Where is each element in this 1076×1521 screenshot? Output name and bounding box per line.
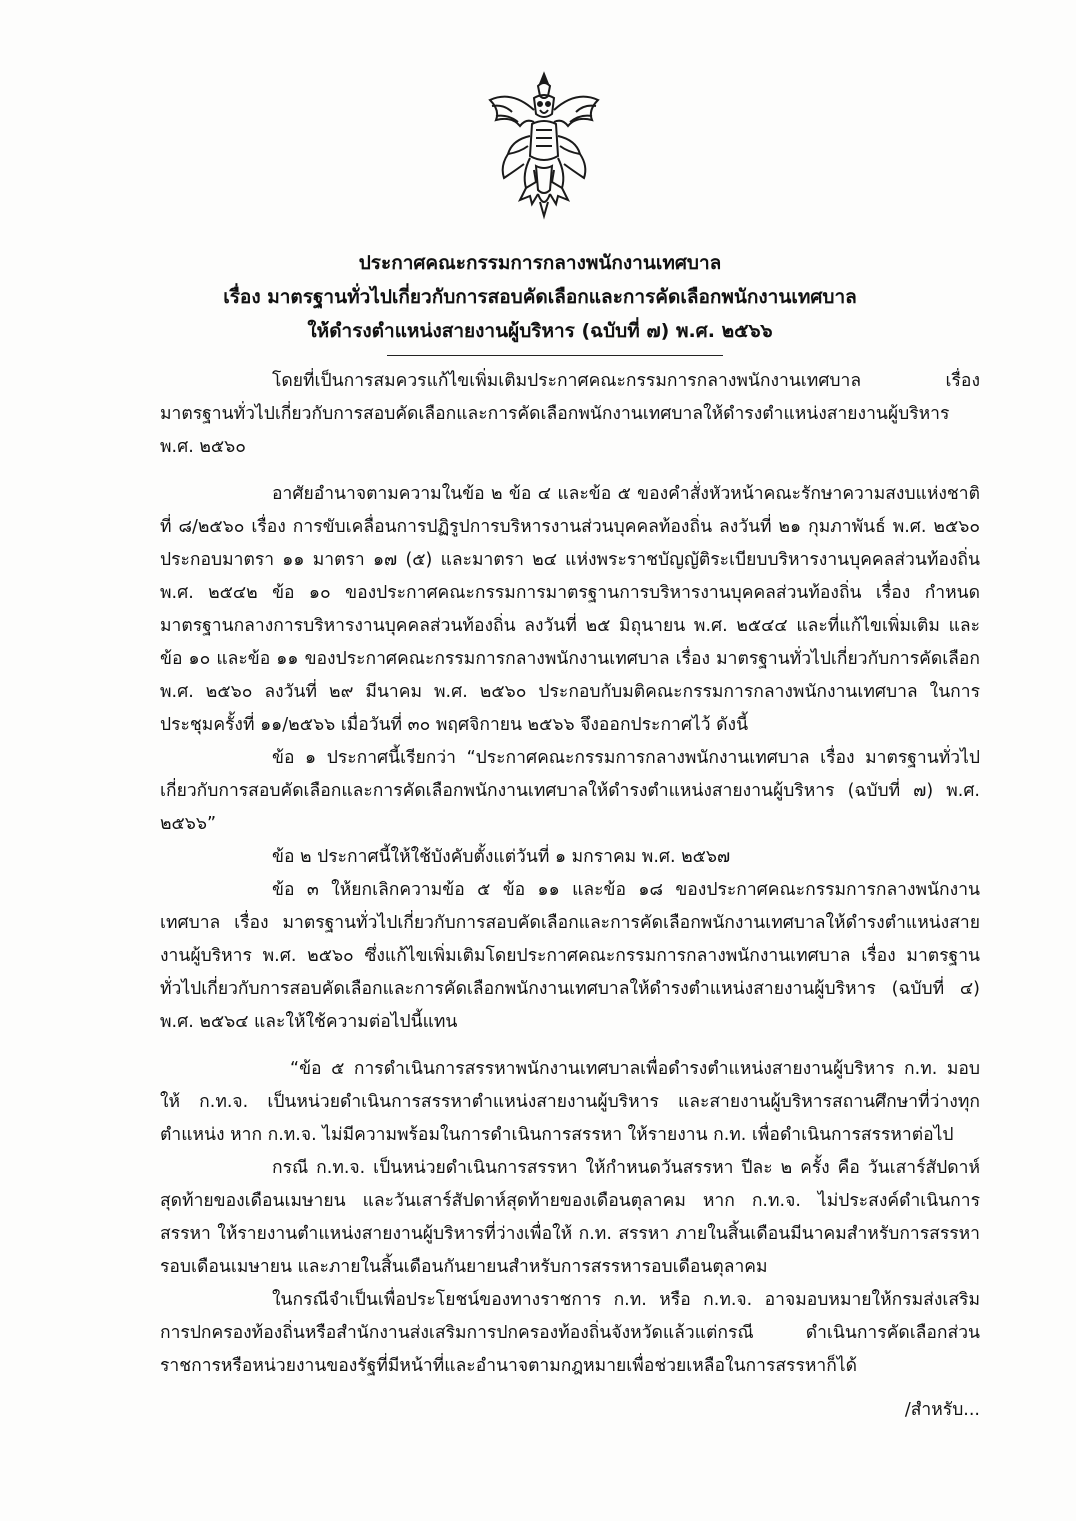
paragraph-clause-5-necessity: ในกรณีจำเป็นเพื่อประโยชน์ของทางราชการ ก.ท. หรือ ก.ท.จ. อาจมอบหมายให้กรมส่งเสริมการปกครองท้องถิ่นหรือสำนักงานส่งเสริมการปกครองท้องถิ่นจังหวัดแล้วแต่กรณี ดำเนินการคัดเลือกส่วนราชการหรือหน่วยงานของรัฐที่มีหน้าที่และอำนาจตามกฎหมายเพื่อช่วยเหลือในการสรรหาก็ได้	[160, 1290, 980, 1376]
document-header	[160, 246, 920, 348]
header-line-2: เรื่อง มาตรฐานทั่วไปเกี่ยวกับการสอบคัดเลือกและการคัดเลือกพนักงานเทศบาล	[223, 286, 857, 308]
paragraph-clause-3: ข้อ ๓ ให้ยกเลิกความข้อ ๕ ข้อ ๑๑ และข้อ ๑๘ ของประกาศคณะกรรมการกลางพนักงานเทศบาล เรื่อง มาตรฐานทั่วไปเกี่ยวกับการสอบคัดเลือกและการคัดเลือกพนักงานเทศบาลให้ดำรงตำแหน่งสายงานผู้บริหาร พ.ศ. ๒๕๖๐ ซึ่งแก้ไขเพิ่มเติมโดยประกาศคณะกรรมการกลางพนักงานเทศบาล เรื่อง มาตรฐานทั่วไปเกี่ยวกับการสอบคัดเลือกและการคัดเลือกพนักงานเทศบาลให้ดำรงตำแหน่งสายงานผู้บริหาร (ฉบับที่ ๔) พ.ศ. ๒๕๖๔ และให้ใช้ความต่อไปนี้แทน	[160, 880, 980, 1032]
paragraph-clause-1: ข้อ ๑ ประกาศนี้เรียกว่า “ประกาศคณะกรรมการกลางพนักงานเทศบาล เรื่อง มาตรฐานทั่วไปเกี่ยวกับการสอบคัดเลือกและการคัดเลือกพนักงานเทศบาลให้ดำรงตำแหน่งสายงานผู้บริหาร (ฉบับที่ ๗) พ.ศ. ๒๕๖๖”	[160, 748, 980, 834]
document-body	[160, 365, 980, 1383]
paragraph-clause-2: ข้อ ๒ ประกาศนี้ให้ใช้บังคับตั้งแต่วันที่ ๑ มกราคม พ.ศ. ๒๕๖๗	[272, 847, 731, 867]
garuda-emblem-icon	[482, 70, 606, 220]
paragraph-authority: อาศัยอำนาจตามความในข้อ ๒ ข้อ ๔ และข้อ ๕ ของคำสั่งหัวหน้าคณะรักษาความสงบแห่งชาติ ที่ ๘/๒๕๖๐ เรื่อง การขับเคลื่อนการปฏิรูปการบริหารงานส่วนบุคคลท้องถิ่น ลงวันที่ ๒๑ กุมภาพันธ์ พ.ศ. ๒๕๖๐ ประกอบมาตรา ๑๑ มาตรา ๑๗ (๕) และมาตรา ๒๔ แห่งพระราชบัญญัติระเบียบบริหารงานบุคคลส่วนท้องถิ่น พ.ศ. ๒๕๔๒ ข้อ ๑๐ ของประกาศคณะกรรมการมาตรฐานการบริหารงานบุคคลส่วนท้องถิ่น เรื่อง กำหนดมาตรฐานกลางการบริหารงานบุคคลส่วนท้องถิ่น ลงวันที่ ๒๕ มิถุนายน พ.ศ. ๒๕๔๔ และที่แก้ไขเพิ่มเติม และข้อ ๑๐ และข้อ ๑๑ ของประกาศคณะกรรมการกลางพนักงานเทศบาล เรื่อง มาตรฐานทั่วไปเกี่ยวกับการคัดเลือก พ.ศ. ๒๕๖๐ ลงวันที่ ๒๙ มีนาคม พ.ศ. ๒๕๖๐ ประกอบกับมติคณะกรรมการกลางพนักงานเทศบาล ในการประชุมครั้งที่ ๑๑/๒๕๖๖ เมื่อวันที่ ๓๐ พฤศจิกายน ๒๕๖๖ จึงออกประกาศไว้ ดังนี้	[160, 484, 980, 735]
paragraph-clause-5-case: กรณี ก.ท.จ. เป็นหน่วยดำเนินการสรรหา ให้กำหนดวันสรรหา ปีละ ๒ ครั้ง คือ วันเสาร์สัปดาห์สุดท้ายของเดือนเมษายน และวันเสาร์สัปดาห์สุดท้ายของเดือนตุลาคม หาก ก.ท.จ. ไม่ประสงค์ดำเนินการสรรหา ให้รายงานตำแหน่งสายงานผู้บริหารที่ว่างเพื่อให้ ก.ท. สรรหา ภายในสิ้นเดือนมีนาคมสำหรับการสรรหารอบเดือนเมษายน และภายในสิ้นเดือนกันยายนสำหรับการสรรหารอบเดือนตุลาคม	[160, 1158, 980, 1277]
header-line-3: ให้ดำรงตำแหน่งสายงานผู้บริหาร (ฉบับที่ ๗) พ.ศ. ๒๕๖๖	[307, 320, 773, 342]
page-continuation: /สำหรับ...	[904, 1400, 980, 1420]
paragraph-preamble: โดยที่เป็นการสมควรแก้ไขเพิ่มเติมประกาศคณะกรรมการกลางพนักงานเทศบาล เรื่อง มาตรฐานทั่วไปเกี่ยวกับการสอบคัดเลือกและการคัดเลือกพนักงานเทศบาลให้ดำรงตำแหน่งสายงานผู้บริหาร พ.ศ. ๒๕๖๐	[160, 371, 980, 457]
header-divider	[387, 355, 723, 356]
header-line-1: ประกาศคณะกรรมการกลางพนักงานเทศบาล	[358, 252, 722, 274]
paragraph-new-clause-5: “ข้อ ๕ การดำเนินการสรรหาพนักงานเทศบาลเพื่อดำรงตำแหน่งสายงานผู้บริหาร ก.ท. มอบให้ ก.ท.จ. เป็นหน่วยดำเนินการสรรหาตำแหน่งสายงานผู้บริหาร และสายงานผู้บริหารสถานศึกษาที่ว่างทุกตำแหน่ง หาก ก.ท.จ. ไม่มีความพร้อมในการดำเนินการสรรหา ให้รายงาน ก.ท. เพื่อดำเนินการสรรหาต่อไป	[160, 1059, 980, 1145]
